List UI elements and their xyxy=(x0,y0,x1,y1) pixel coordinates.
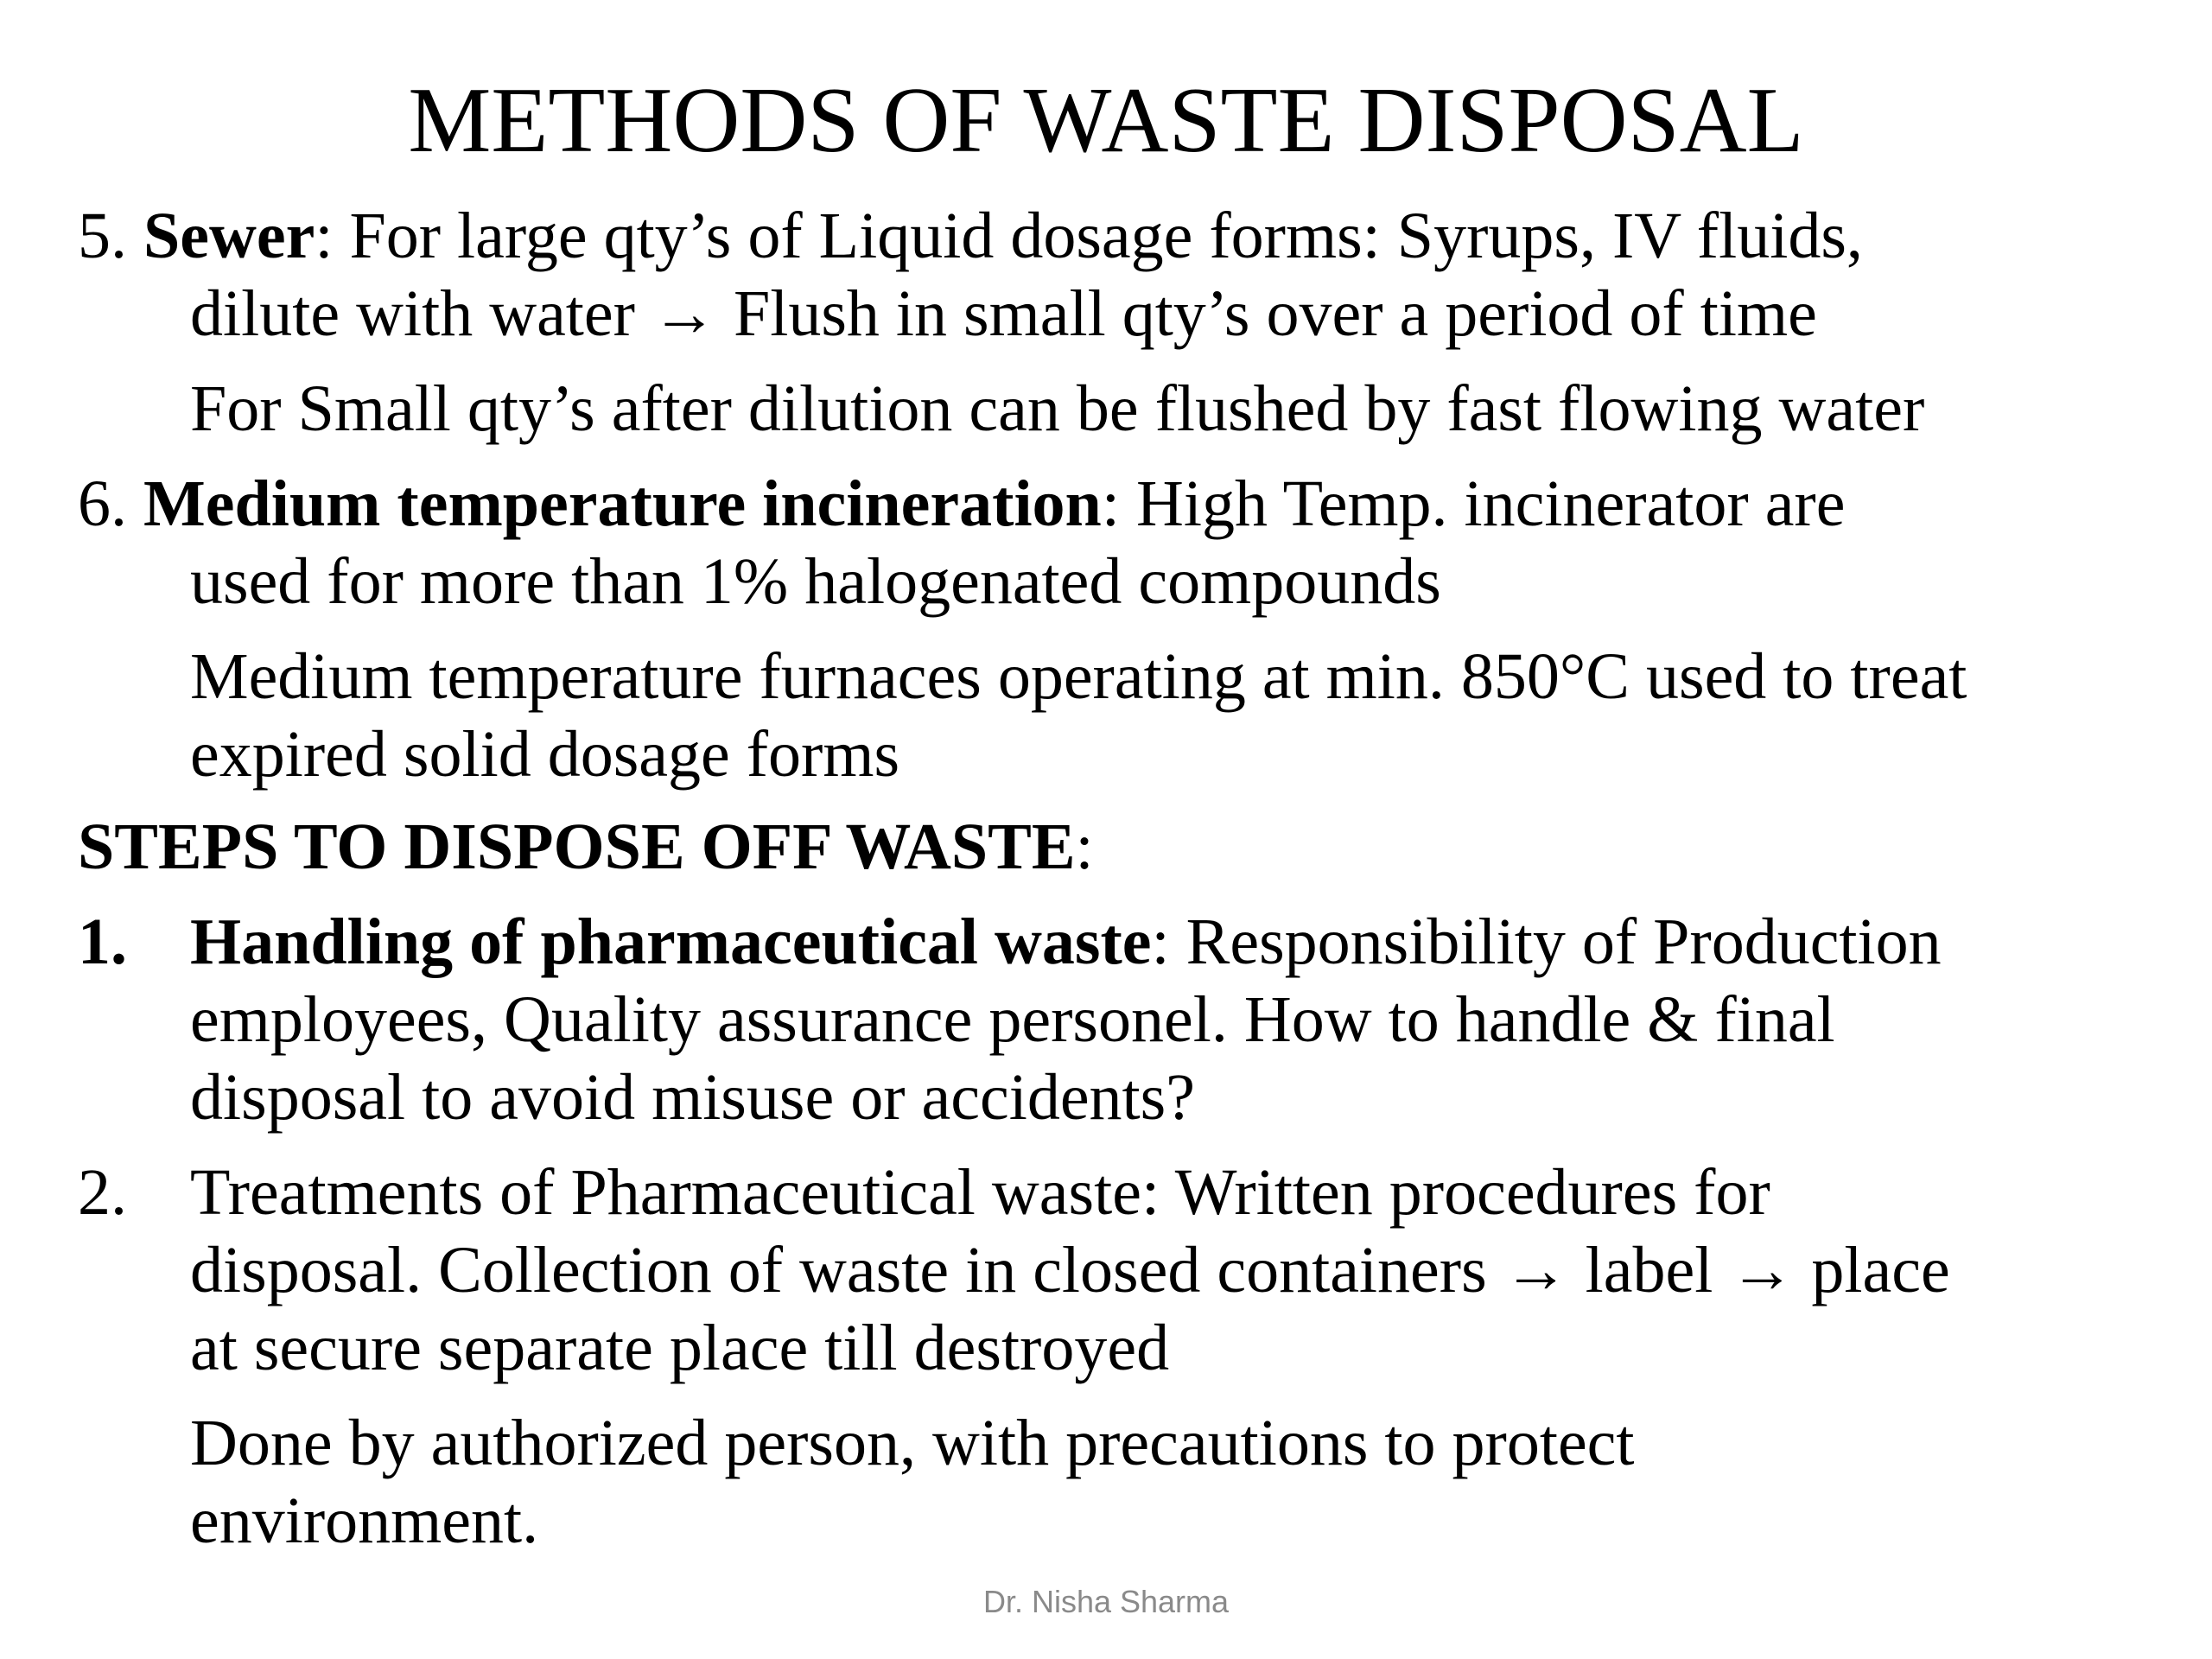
footer-author: Dr. Nisha Sharma xyxy=(982,1584,1230,1619)
step-1-text: : Responsibility of Production xyxy=(1151,906,1942,978)
item-5-text: : For large qty’s of Liquid dosage forms: Syrups, IV fluids, xyxy=(315,200,1863,272)
steps-heading-text: STEPS TO DISPOSE OFF WASTE xyxy=(78,810,1076,883)
item-5-number: 5. xyxy=(78,200,127,272)
item-5-term: Sewer xyxy=(143,200,315,272)
step-1-number: 1. xyxy=(78,906,127,978)
step-1-term: Handling of pharmaceutical waste xyxy=(190,906,1152,978)
step-2-number: 2. xyxy=(78,1156,127,1229)
item-6-text: : High Temp. incinerator are xyxy=(1101,467,1846,540)
item-6-term: Medium temperature incineration xyxy=(143,467,1102,540)
item-6-number: 6. xyxy=(78,467,127,540)
slide-title: METHODS OF WASTE DISPOSAL xyxy=(408,69,1804,172)
slide: METHODS OF WASTE DISPOSAL 5. Sewer: For large qty’s of Liquid dosage forms: Syrups, IV fluids, dilute with water → Flush in small qty’s over a period of time For Small qty’s after dilution can be flushed by fast flowing water 6. Medium temperature incineration: High Temp. incinerator are used for more than 1% halogenated compounds Medium temperature furnaces operating at min. 850°C used to treat expired solid dosage forms STEPS TO DISPOSE OFF WASTE: 1. Handling of pharmaceutical waste: Responsibility of Production employees, Quality assurance personel. How to handle & final disposal to avoid misuse or accidents? 2. Treatments of Pharmaceutical waste: Written procedures for disposal. Collection of waste in closed containers → label → place at secure separate place till destroyed Done by authorized person, with precautions to protect environment. Dr. Nisha Sharma xyxy=(0,0,2212,1659)
